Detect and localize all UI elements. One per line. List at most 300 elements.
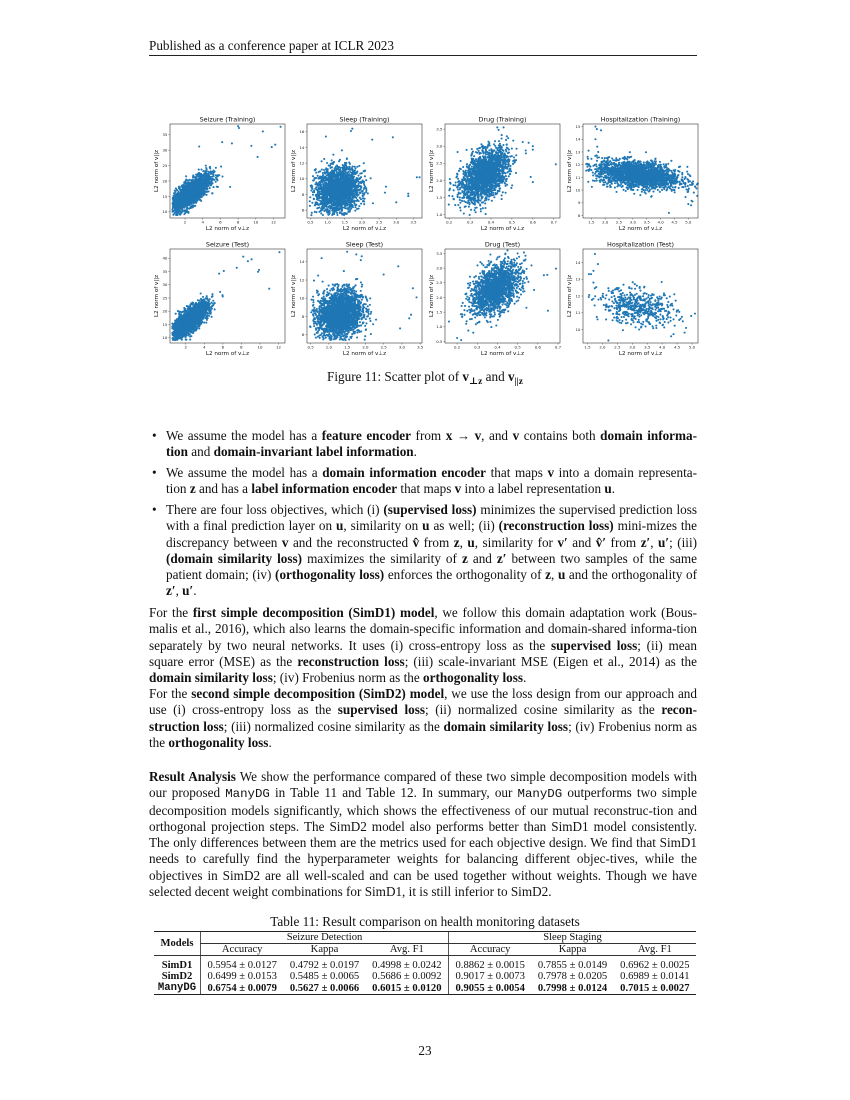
data-point [323,158,325,160]
y-tick-label: 10 [162,209,168,215]
data-point [363,170,365,172]
data-point [351,184,353,186]
scatter-subplot [154,116,285,233]
data-point [332,210,334,212]
data-point [316,199,318,201]
data-point [365,189,367,191]
data-point [325,210,327,212]
data-point [323,206,325,208]
data-point [478,152,480,154]
data-point [335,176,337,178]
data-point [320,212,322,214]
data-point [329,212,331,214]
data-point [329,202,331,204]
data-point [311,186,313,188]
data-points [171,125,281,216]
data-point [207,182,209,184]
data-point [221,176,223,178]
data-point [198,176,200,178]
data-point [335,198,337,200]
data-point [182,202,184,204]
data-point [505,139,507,141]
data-point [363,203,365,205]
data-point [209,187,211,189]
data-point [339,206,341,208]
data-point [199,199,201,201]
data-point [197,185,199,187]
header-rule [149,55,697,56]
y-tick-label: 35 [162,132,168,138]
data-point [313,177,315,179]
data-point [209,182,211,184]
data-point [208,175,210,177]
data-point [353,185,355,187]
data-point [345,187,347,189]
data-point [311,202,313,204]
data-point [205,188,207,190]
data-point [340,178,342,180]
data-point [205,170,207,172]
data-point [341,204,343,206]
data-point [321,187,323,189]
data-point [354,167,356,169]
data-point [193,198,195,200]
x-axis-label: L2 norm of v⊥z [342,226,387,232]
data-point [349,195,351,197]
data-point [334,202,336,204]
data-point [214,171,216,173]
data-point [325,197,327,199]
data-point [183,207,185,209]
data-point [335,192,337,194]
data-point [237,125,239,127]
data-point [187,193,189,195]
data-point [353,200,355,202]
data-point [175,201,177,203]
data-point [313,190,315,192]
data-point [311,212,313,214]
data-point [484,202,486,204]
data-point [340,192,342,194]
data-point [336,206,338,208]
data-point [179,212,181,214]
x-tick-label: 2.0 [358,219,366,225]
plot-title: Seizure (Training) [199,115,256,124]
data-point [329,190,331,192]
data-point [202,181,204,183]
data-point [359,177,361,179]
data-point [502,144,504,146]
data-point [319,187,321,189]
data-point [323,180,325,182]
data-point [325,135,327,137]
data-point [340,186,342,188]
data-point [360,182,362,184]
data-point [330,171,332,173]
data-point [194,187,196,189]
data-point [221,141,223,143]
data-point [351,201,353,203]
data-point [343,200,345,202]
data-point [317,175,319,177]
data-point [312,194,314,196]
data-point [178,194,180,196]
data-point [362,195,364,197]
data-point [196,197,198,199]
data-point [331,191,333,193]
data-point [200,194,202,196]
data-point [348,179,350,181]
data-point [191,207,193,209]
data-point [172,214,174,216]
data-point [358,200,360,202]
data-point [329,208,331,210]
data-point [187,201,189,203]
y-tick-label: 8 [301,191,305,197]
data-point [320,207,322,209]
data-point [343,196,345,198]
data-point [187,212,189,214]
data-point [198,193,200,195]
data-point [209,178,211,180]
data-point [200,189,202,191]
data-point [525,152,527,154]
data-point [333,176,335,178]
data-point [188,183,190,185]
data-point [220,166,222,168]
data-point [333,195,335,197]
data-point [310,189,312,191]
data-point [173,197,175,199]
data-point [349,177,351,179]
data-point [330,206,332,208]
data-point [392,136,394,138]
data-point [318,197,320,199]
data-point [204,183,206,185]
data-point [172,201,174,203]
data-point [351,176,353,178]
data-point [314,169,316,171]
data-point [250,145,252,147]
data-point [459,196,461,198]
data-point [312,175,314,177]
y-tick-label: 16 [299,129,305,135]
data-point [206,177,208,179]
data-point [317,177,319,179]
data-point [354,182,356,184]
data-point [331,166,333,168]
data-point [349,204,351,206]
data-point [460,209,462,211]
data-point [326,174,328,176]
data-point [351,173,353,175]
data-point [342,167,344,169]
data-point [200,168,202,170]
data-point [191,194,193,196]
data-point [329,194,331,196]
data-point [321,160,323,162]
data-point [384,192,386,194]
data-point [324,173,326,175]
data-point [353,193,355,195]
data-points [448,126,557,216]
data-point [326,169,328,171]
data-point [197,188,199,190]
data-point [176,210,178,212]
data-point [346,204,348,206]
data-point [280,126,282,128]
x-tick-label: 3.5 [410,219,417,225]
data-point [327,188,329,190]
data-point [355,197,357,199]
data-point [331,196,333,198]
data-point [184,186,186,188]
data-point [326,199,328,201]
data-point [362,192,364,194]
y-tick-label: 12 [299,160,305,166]
y-tick-label: 20 [162,178,168,184]
data-point [363,181,365,183]
data-point [358,165,360,167]
data-point [190,187,192,189]
data-point [329,184,331,186]
data-point [365,187,367,189]
data-point [336,177,338,179]
data-point [339,192,341,194]
data-point [215,167,217,169]
data-point [211,192,213,194]
data-point [359,172,361,174]
data-point [339,168,341,170]
data-point [333,174,335,176]
data-point [274,144,276,146]
data-point [349,191,351,193]
data-point [343,188,345,190]
data-point [322,184,324,186]
data-point [171,209,173,211]
data-point [238,127,240,129]
scatter-subplot [291,116,422,233]
data-point [348,166,350,168]
data-point [309,205,311,207]
data-point [332,212,334,214]
data-point [355,204,357,206]
data-point [313,179,315,181]
data-point [331,163,333,165]
data-point [195,201,197,203]
data-point [385,186,387,188]
data-point [466,163,468,165]
data-point [318,171,320,173]
data-point [336,195,338,197]
data-point [346,157,348,159]
data-point [367,192,369,194]
data-point [325,202,327,204]
data-point [173,206,175,208]
data-point [185,198,187,200]
data-point [357,174,359,176]
data-point [339,159,341,161]
data-point [338,185,340,187]
data-point [231,142,233,144]
data-point [204,172,206,174]
data-point [318,204,320,206]
data-point [363,162,365,164]
data-point [322,172,324,174]
data-point [471,148,473,150]
data-point [354,206,356,208]
data-point [345,164,347,166]
data-point [331,185,333,187]
data-point [323,169,325,171]
data-point [354,210,356,212]
data-point [321,168,323,170]
data-point [477,150,479,152]
data-point [346,179,348,181]
data-point [318,184,320,186]
data-point [332,182,334,184]
data-point [213,179,215,181]
data-point [333,170,335,172]
data-point [327,206,329,208]
data-point [360,203,362,205]
data-point [183,213,185,215]
data-point [178,186,180,188]
data-point [318,211,320,213]
data-point [322,174,324,176]
data-point [201,184,203,186]
data-point [346,172,348,174]
data-point [370,177,372,179]
data-point [315,186,317,188]
data-point [346,207,348,209]
data-point [350,130,352,132]
data-point [346,197,348,199]
x-tick-label: 8 [236,219,240,225]
data-point [187,204,189,206]
data-point [196,175,198,177]
data-point [328,164,330,166]
data-point [309,196,311,198]
figure-11 [150,112,710,362]
data-point [331,203,333,205]
data-point [183,182,185,184]
data-point [327,208,329,210]
data-point [320,203,322,205]
data-point [363,188,365,190]
x-tick-label: 4 [201,219,204,225]
data-point [416,176,418,178]
x-tick-label: 0.5 [307,219,314,225]
data-point [212,174,214,176]
data-point [362,198,364,200]
data-point [176,189,178,191]
data-point [198,145,200,147]
data-point [315,172,317,174]
data-point [338,183,340,185]
data-point [332,154,334,156]
data-point [341,213,343,215]
data-point [347,211,349,213]
data-point [485,213,487,215]
data-point [182,210,184,212]
data-point [355,185,357,187]
data-point [174,210,176,212]
data-point [175,195,177,197]
data-point [206,191,208,193]
data-point [359,188,361,190]
x-tick-label: 1.0 [324,219,331,225]
data-point [192,174,194,176]
data-point [362,190,364,192]
data-point [363,192,365,194]
y-axis-label: L2 norm of v||z [154,149,160,193]
data-point [348,199,350,201]
data-point [360,187,362,189]
data-point [350,169,352,171]
data-point [342,174,344,176]
data-point [325,205,327,207]
data-point [203,189,205,191]
data-point [191,197,193,199]
y-tick-label: 25 [162,163,168,169]
data-point [335,210,337,212]
data-point [315,211,317,213]
y-tick-label: 6 [301,207,305,213]
data-point [322,191,324,193]
data-point [325,190,327,192]
data-point [475,211,477,213]
data-point [313,198,315,200]
y-axis-label: L2 norm of v||z [291,149,297,193]
data-point [229,186,231,188]
data-point [349,187,351,189]
data-point [200,179,202,181]
x-tick-label: 1.5 [341,219,348,225]
data-point [198,169,200,171]
data-point [206,180,208,182]
data-point [309,200,311,202]
data-point [364,175,366,177]
data-point [181,186,183,188]
data-point [196,192,198,194]
data-point [179,188,181,190]
data-point [194,176,196,178]
y-tick-label: 15 [162,193,168,199]
data-point [179,196,181,198]
data-point [358,183,360,185]
data-point [358,205,360,207]
data-point [343,207,345,209]
data-point [419,176,421,178]
data-point [206,194,208,196]
data-point [354,203,356,205]
data-point [353,172,355,174]
data-point [329,210,331,212]
data-point [341,149,343,151]
data-point [343,181,345,183]
data-point [320,176,322,178]
data-point [459,168,461,170]
data-point [450,183,452,185]
data-point [217,186,219,188]
data-point [331,159,333,161]
data-point [455,181,457,183]
data-point [322,178,324,180]
data-point [407,195,409,197]
data-point [359,192,361,194]
data-point [174,191,176,193]
